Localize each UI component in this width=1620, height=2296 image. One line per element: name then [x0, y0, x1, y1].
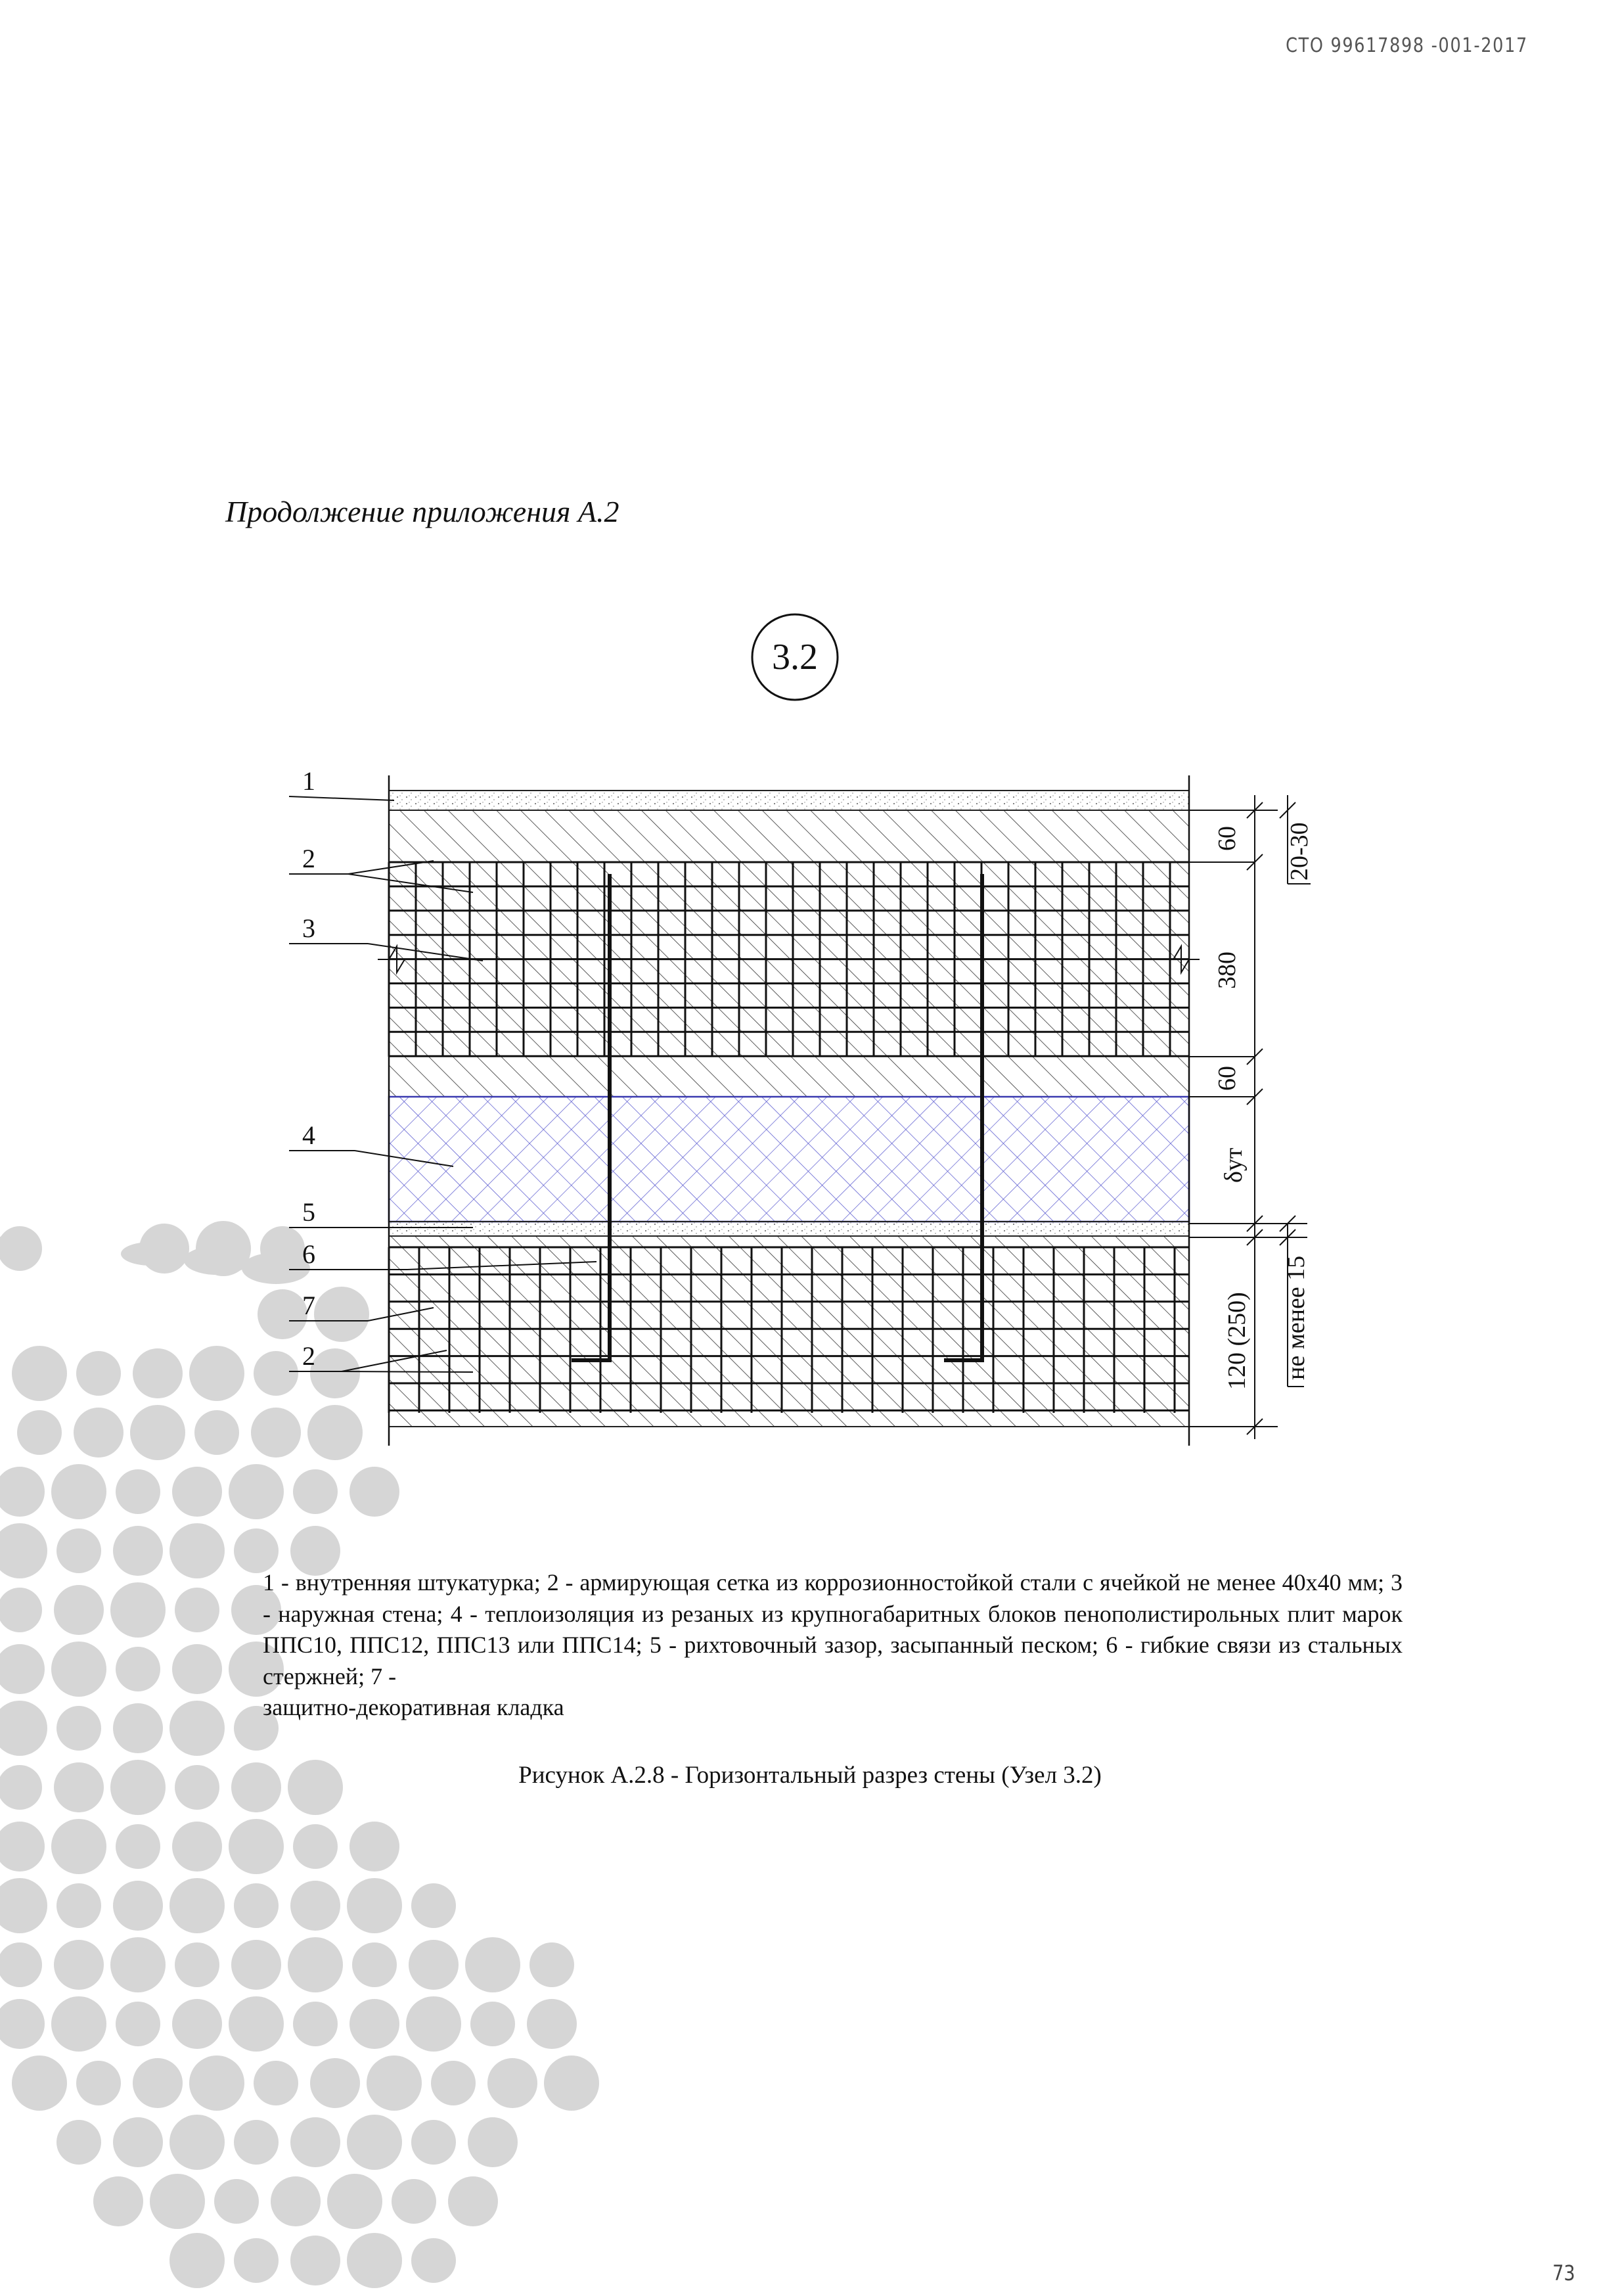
callout-5: 5: [302, 1197, 315, 1227]
node-marker: [752, 614, 838, 700]
callout-1: 1: [302, 766, 315, 796]
callout-3: 3: [302, 913, 315, 943]
callout-6: 6: [302, 1239, 315, 1269]
layer-plaster: [389, 791, 1189, 810]
dim-120-250: 120 (250): [1223, 1292, 1251, 1390]
dim-insulation-thickness: δут: [1220, 1147, 1248, 1183]
node-number: 3.2: [772, 637, 818, 677]
page-number: 73: [1552, 2261, 1575, 2285]
dim-60-mid: 60: [1213, 1066, 1241, 1091]
legend-text-last: защитно-декоративная кладка: [263, 1694, 564, 1721]
appendix-continuation-title: Продолжение приложения А.2: [225, 495, 619, 528]
legend-text: 1 - внутренняя штукатурка; 2 - армирующая сетка из коррозионностойкой стали с ячейкой не менее 40х40 мм; 3 - наружная стена; 4 - теплоизоляция из резаных из крупногабаритных блоков пенополистирольных плит марок ППС10, ППС12, ППС13 или ППС14; 5 - рихтовочный зазор, засыпанный песком; 6 - гибкие связи из стальных стержней; 7 -: [263, 1569, 1403, 1689]
callout-4: 4: [302, 1120, 315, 1150]
dim-60-top: 60: [1213, 826, 1241, 851]
figure-legend: [263, 1567, 1403, 1724]
callout-7: 7: [302, 1291, 315, 1320]
layer-insulation: [389, 1097, 1189, 1222]
layer-outer-wall: [389, 810, 1189, 1097]
dim-380: 380: [1213, 952, 1241, 989]
callout-2: 2: [302, 844, 315, 873]
callout-numbers: [302, 766, 315, 1371]
figure-caption: Рисунок А.2.8 - Горизонтальный разрез стены (Узел 3.2): [518, 1762, 1102, 1789]
dimension-values: [1213, 822, 1313, 1390]
layer-sand-gap: [389, 1222, 1189, 1236]
dim-min-15: не менее 15: [1282, 1255, 1310, 1380]
wall-layers: [378, 775, 1200, 1446]
document-code: СТО 99617898 -001-2017: [1286, 34, 1528, 57]
callout-2-lower: 2: [302, 1341, 315, 1371]
dim-20-30: 20-30: [1286, 822, 1313, 881]
